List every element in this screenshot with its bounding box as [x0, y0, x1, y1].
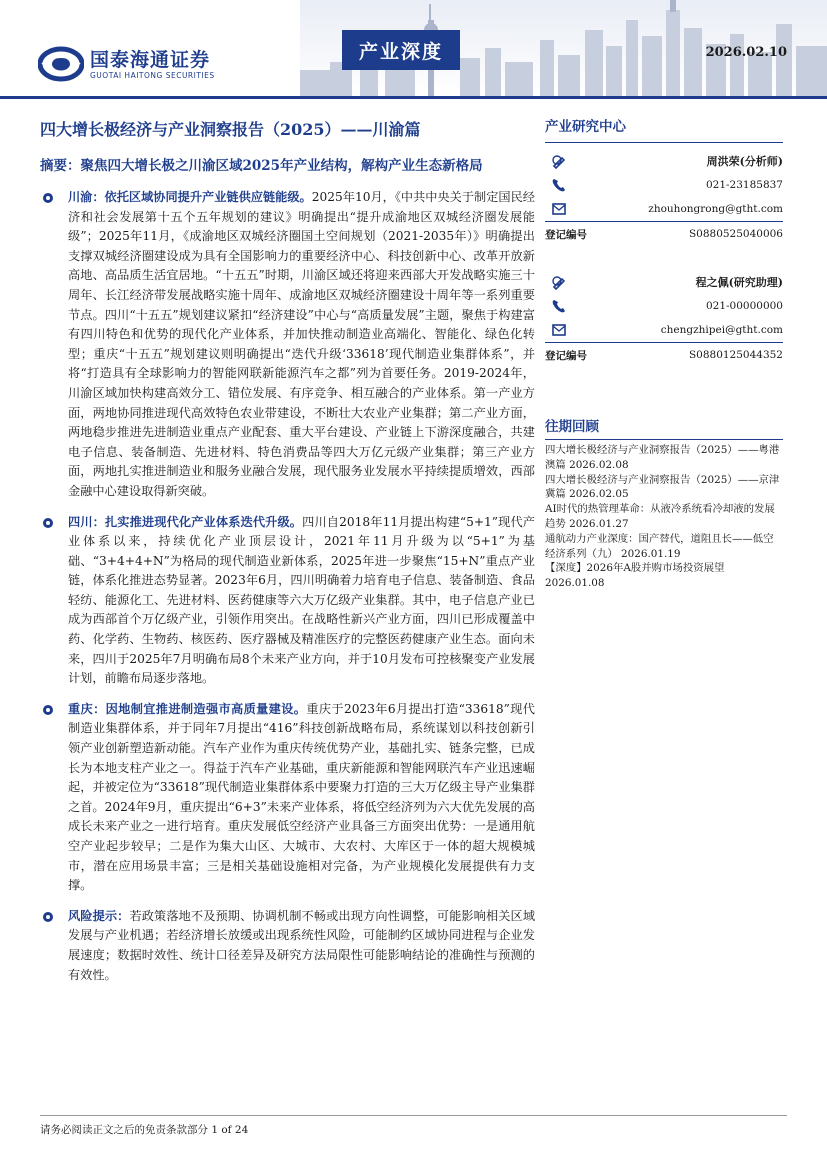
analyst-name-row: [545, 270, 783, 294]
section-paragraph: [68, 700, 535, 896]
section-body: 若政策落地不及预期、协调机制不畅或出现方向性调整，可能影响相关区域发展与产业机遇；若经济增长放缓或出现系统性风险，可能制约区域协同进程与企业发展速度；数据时效性、统计口径差异及研究方法局限性可能影响结论的准确性与预测的有效性。: [68, 908, 536, 982]
bullet-icon: [42, 192, 54, 204]
section-body: 2025年10月，《中共中央关于制定国民经济和社会发展第十五个五年规划的建议》明确提出“提升成渝地区双城经济圈发展能级”；2025年11月，《成渝地区双城经济圈国土空间规划（2021-2035年）》明确提出支撑双城经济圈建设成为具有全国影响力的重要经济中心、科技创新中心、改革开放新高地、高品质生活宜居地。“十五五”时期，川渝区域还将迎来西部大开发战略实施三十周年、长江经济带发展战略实施十周年、成渝地区双城经济圈建设十周年等一系列重要节点。四川“十五五”规划建议紧扣“经济建设”中心与“高质量发展”主题，聚焦于构建富有四川特色和优势的现代化产业体系，并加快推动制造业高端化、智能化、绿色化转型；重庆“十五五”规划建议则明确提出“迭代升级‘33618’现代制造业集群体系”，并将“打造具有全球影响力的智能网联新能源汽车之都”列为首要任务。2019-2024年，川渝区域加快构建高效分工、错位发展、有序竞争、相互融合的产业体系。第一产业方面，两地协同推进现代高效特色农业带建设，不断壮大农业产业集群；第二产业方面，两地稳步推进先进制造业重点产业配套、重大平台建设、产业链上下游深度融合，共建电子信息、装备制造、先进材料、特色消费品等四大万亿元级产业集群；第三产业方面，两地扎实推进制造业和服务业融合发展，现代服务业发展水平持续提质增效，西部金融中心建设取得新突破。: [68, 190, 535, 498]
section-sichuan: [40, 513, 535, 689]
sidebar: [545, 118, 783, 591]
report-abstract: 摘要：聚焦四大增长极之川渝区域2025年产业结构，解构产业生态新格局: [40, 158, 483, 174]
past-reports: [545, 415, 783, 591]
bullet-icon: [42, 517, 54, 529]
header-divider: [0, 96, 827, 99]
phone-icon: [551, 298, 567, 314]
report-type-badge: 产业深度: [342, 30, 460, 70]
analyst-name: 程之佩(研究助理): [695, 276, 783, 289]
section-lead: 重庆：因地制宜推进制造强市高质量建设。: [68, 701, 307, 716]
analyst-email-row: [545, 318, 783, 342]
pen-icon: [551, 153, 567, 169]
page-footer: 请务必阅读正文之后的免责条款部分 1 of 24: [40, 1115, 787, 1137]
main-content: [40, 118, 535, 996]
analyst-name: 周洪荣(分析师): [706, 155, 783, 168]
report-date: 2026.02.10: [705, 45, 787, 60]
past-report-link[interactable]: 通航动力产业深度：国产替代，道阻且长——低空经济系列（九） 2026.01.19: [545, 532, 774, 560]
analyst-email[interactable]: zhouhongrong@gtht.com: [648, 203, 783, 215]
section-chongqing: [40, 700, 535, 896]
section-lead: 四川：扎实推进现代化产业体系迭代升级。: [68, 514, 303, 529]
email-icon: [551, 201, 567, 217]
section-chuanyu: [40, 188, 535, 502]
past-report-link[interactable]: 【深度】2026年A股并购市场投资展望 2026.01.08: [545, 562, 725, 590]
analyst-registration-row: [545, 221, 783, 246]
past-report-link[interactable]: AI时代的热管理革命：从液冷系统看冷却液的发展趋势 2026.01.27: [545, 503, 775, 530]
registration-number: S0880125044352: [688, 349, 783, 361]
logo-english-name: GUOTAI HAITONG SECURITIES: [90, 70, 215, 80]
report-title: 四大增长极经济与产业洞察报告（2025）——川渝篇: [40, 120, 421, 139]
email-icon: [551, 322, 567, 338]
section-paragraph: [68, 907, 535, 985]
logo-mark-icon: [38, 46, 84, 82]
analyst-email[interactable]: chengzhipei@gtht.com: [660, 324, 783, 336]
past-reports-title: 往期回顾: [545, 415, 783, 440]
analyst-registration-row: [545, 342, 783, 367]
logo-chinese-name: 国泰海通证券: [90, 48, 211, 71]
analyst-card: [545, 270, 783, 367]
analyst-name-row: [545, 149, 783, 173]
pen-icon: [551, 274, 567, 290]
registration-number: S0880525040006: [688, 228, 783, 240]
section-body: 重庆于2023年6月提出打造“33618”现代制造业集群体系，并于同年7月提出“416”科技创新战略布局，系统谋划以科技创新引领产业创新塑造新动能。汽车产业作为重庆传统优势产业，基础扎实、链条完整，已成长为本地支柱产业之一。得益于汽车产业基础，重庆新能源和智能网联汽车产业迅速崛起，并被定位为“33618”现代制造业集群体系中要聚力打造的三大万亿级主导产业集群之首。2024年9月，重庆提出“6+3”未来产业体系，将低空经济列为六大优先发展的高成长未来产业之一进行培育。重庆发展低空经济产业具备三方面突出优势：一是通用航空产业起步较早；二是作为集大山区、大城市、大农村、大库区于一体的超大规模城市，潜在应用场景丰富；三是相关基础设施相对完备，为产业规模化发展提供有力支撑。: [68, 701, 535, 893]
registration-label: 登记编号: [545, 228, 587, 241]
section-paragraph: [68, 188, 535, 502]
bullet-icon: [42, 911, 54, 923]
phone-icon: [551, 177, 567, 193]
analyst-email-row: [545, 197, 783, 221]
company-logo: [38, 46, 215, 82]
section-paragraph: [68, 513, 535, 689]
analyst-phone: 021-00000000: [705, 300, 783, 312]
registration-label: 登记编号: [545, 349, 587, 362]
bullet-icon: [42, 704, 54, 716]
research-center-title: 产业研究中心: [545, 118, 783, 143]
section-risk: [40, 907, 535, 985]
past-report-link[interactable]: 四大增长极经济与产业洞察报告（2025）——京津冀篇 2026.02.05: [545, 473, 780, 501]
past-report-link[interactable]: 四大增长极经济与产业洞察报告（2025）——粤港澳篇 2026.02.08: [545, 444, 780, 471]
analyst-phone: 021-23185837: [705, 179, 783, 191]
analyst-card: [545, 149, 783, 246]
section-lead: 川渝：依托区域协同提升产业链供应链能级。: [68, 190, 312, 204]
analyst-phone-row: [545, 294, 783, 318]
section-lead: 风险提示：: [68, 908, 130, 923]
section-body: 四川自2018年11月提出构建“5+1”现代产业体系以来，持续优化产业顶层设计，2021年11月升级为以“5+1”为基础、“3+4+4+N”为格局的现代制造业新体系，2025年进一步聚焦“15+N”重点产业链，体系化推进态势显著。2023年6月，四川明确着力培育电子信息、装备制造、食品轻纺、能源化工、先进材料、医药健康等六大万亿级产业集群。其中，电子信息产业已成为西部首个万亿级产业，引领作用突出。在战略性新兴产业方面，四川已形成覆盖中药、化学药、生物药、核医药、医疗器械及精准医疗的完整医药健康产业生态。面向未来，四川于2025年7月明确布局8个未来产业方向，并于10月发布可控核聚变产业发展计划，前瞻布局逐步落地。: [68, 514, 535, 686]
analyst-phone-row: [545, 173, 783, 197]
page-header: [0, 0, 827, 100]
